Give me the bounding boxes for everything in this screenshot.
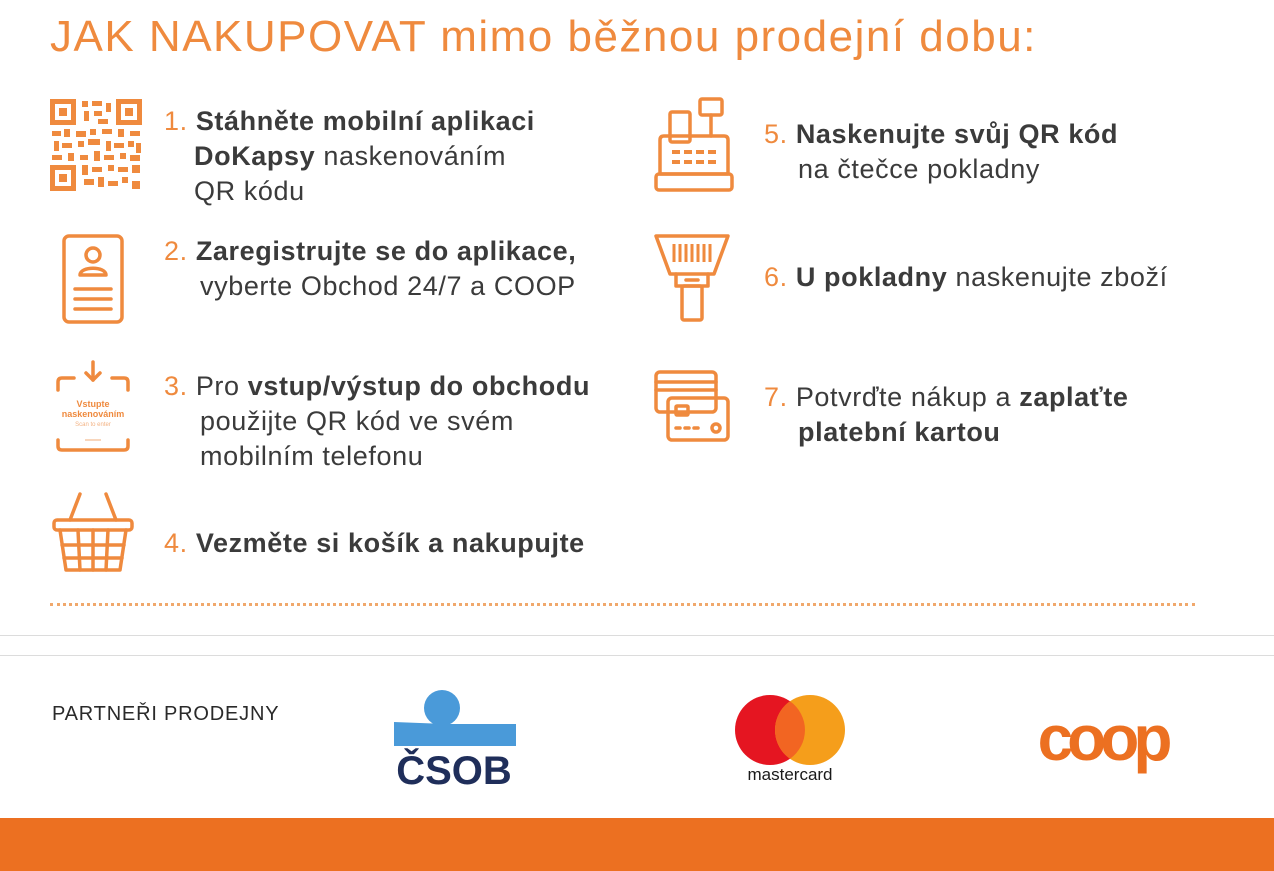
payment-cards-icon bbox=[652, 368, 732, 444]
step-text: Zaregistrujte se do aplikace, bbox=[195, 236, 577, 266]
csob-logo bbox=[390, 688, 522, 788]
step-text: platební kartou bbox=[798, 417, 1001, 447]
coop-logo bbox=[1018, 712, 1188, 778]
page-title: JAK NAKUPOVAT mimo běžnou prodejní dobu: bbox=[50, 12, 1037, 61]
step-number: 4. bbox=[164, 528, 188, 558]
step-text: zaplaťte bbox=[1019, 382, 1129, 412]
step-number: 1. bbox=[164, 106, 188, 136]
dotted-divider bbox=[50, 603, 1195, 606]
step-text: U pokladny bbox=[795, 262, 948, 292]
mastercard-logo bbox=[728, 694, 852, 786]
scan-sign-text: Vstupte bbox=[76, 399, 110, 409]
step-text: vyberte Obchod 24/7 a COOP bbox=[200, 271, 576, 301]
partners-label: PARTNEŘI PRODEJNY bbox=[52, 703, 280, 725]
scan-sign-text: Scan to enter bbox=[75, 422, 111, 428]
step-text: Pro bbox=[195, 371, 248, 401]
footer-bar bbox=[0, 818, 1274, 871]
qr-code-icon bbox=[50, 99, 142, 191]
step-text: Potvrďte nákup a bbox=[795, 382, 1020, 412]
step-text: mobilním telefonu bbox=[200, 441, 424, 471]
mastercard-wordmark: mastercard bbox=[747, 765, 833, 784]
step-text: naskenováním bbox=[315, 141, 507, 171]
step-number: 3. bbox=[164, 371, 188, 401]
step-number: 2. bbox=[164, 236, 188, 266]
basket-icon bbox=[50, 490, 136, 574]
step-text: na čtečce pokladny bbox=[798, 154, 1040, 184]
divider bbox=[0, 635, 1274, 636]
step-number: 6. bbox=[764, 262, 788, 292]
id-card-icon bbox=[60, 233, 126, 325]
csob-wordmark: ČSOB bbox=[396, 749, 512, 788]
step-text: QR kódu bbox=[194, 176, 305, 206]
divider bbox=[0, 655, 1274, 656]
step-number: 7. bbox=[764, 382, 788, 412]
step-text: naskenujte zboží bbox=[947, 262, 1168, 292]
barcode-scanner-icon bbox=[652, 230, 732, 324]
coop-wordmark: coop bbox=[1037, 712, 1167, 774]
step-number: 5. bbox=[764, 119, 788, 149]
step-text: Naskenujte svůj QR kód bbox=[795, 119, 1119, 149]
cash-register-icon bbox=[652, 96, 736, 194]
step-text: Stáhněte mobilní aplikaci bbox=[195, 106, 535, 136]
step-text: použijte QR kód ve svém bbox=[200, 406, 514, 436]
scan-sign-text: naskenováním bbox=[61, 409, 125, 419]
step-text: Vezměte si košík a nakupujte bbox=[195, 528, 585, 558]
step-text: vstup/výstup do obchodu bbox=[247, 371, 591, 401]
step-text: DoKapsy bbox=[194, 141, 316, 171]
scan-to-enter-icon bbox=[54, 360, 132, 454]
